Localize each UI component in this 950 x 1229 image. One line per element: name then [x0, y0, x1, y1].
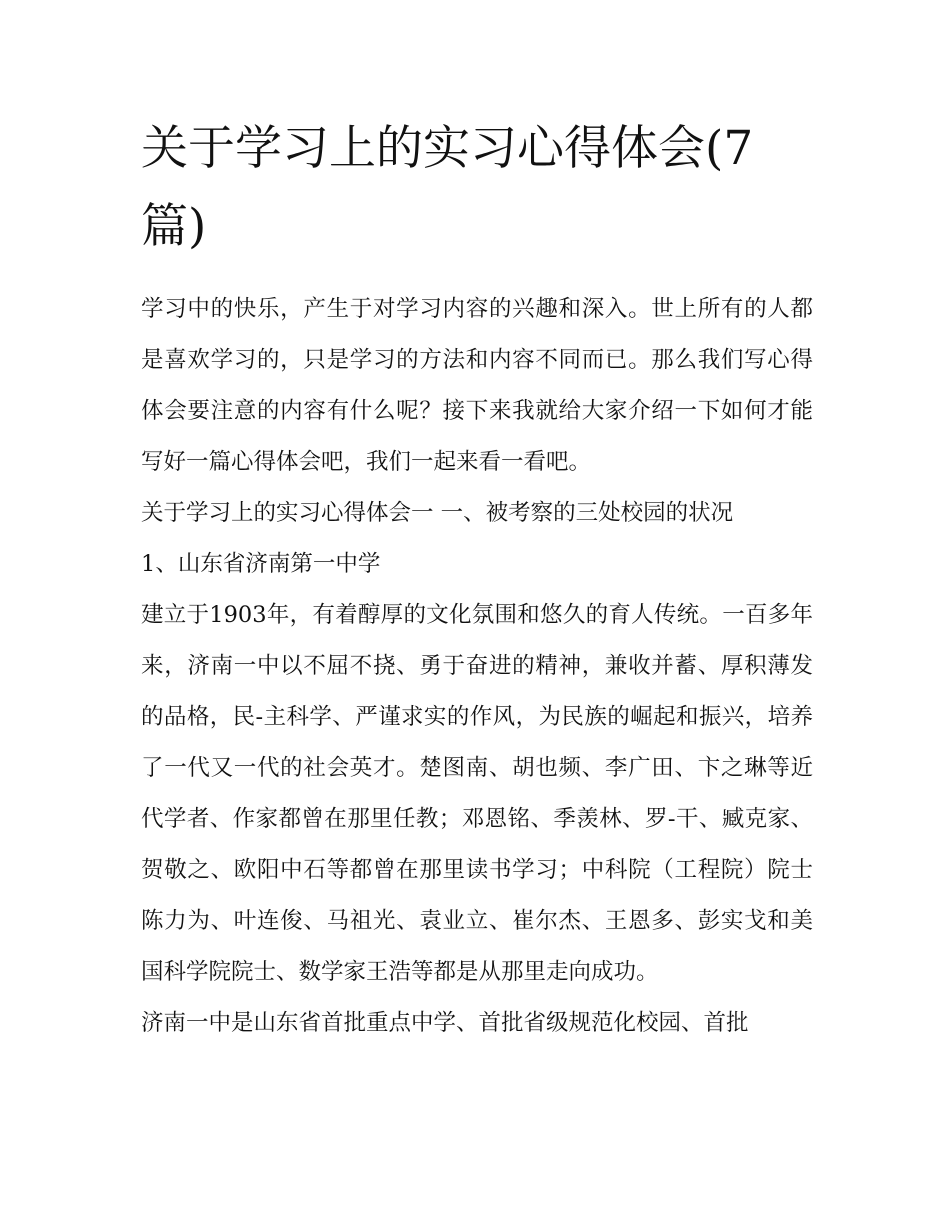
document-title: 关于学习上的实习心得体会(7篇) [141, 121, 754, 254]
body-paragraph: 济南一中是山东省首批重点中学、首批省级规范化校园、首批 [141, 1010, 749, 1036]
body-paragraph: 建立于1903年，有着醇厚的文化氛围和悠久的育人传统。一百多年来，济南一中以不屈不挠、勇于奋进的精神，兼收并蓄、厚积薄发的品格，民-主科学、严谨求实的作风，为民族的崛起和振兴，培养了一代又一代的社会英才。楚图南、胡也频、李广田、卞之琳等近代学者、作家都曾在那里任教；邓恩铭、季羡林、罗-干、臧克家、贺敬之、欧阳中石等都曾在那里读书学习；中科院（工程院）院士陈力为、叶连俊、马祖光、袁业立、崔尔杰、王恩多、彭实戈和美国科学院院士、数学家王浩等都是从那里走向成功。 [141, 602, 813, 985]
subheading: 1、山东省济南第一中学 [141, 551, 381, 577]
section-heading: 关于学习上的实习心得体会一 一、被考察的三处校园的状况 [141, 500, 734, 526]
intro-paragraph: 学习中的快乐，产生于对学习内容的兴趣和深入。世上所有的人都是喜欢学习的，只是学习的方法和内容不同而已。那么我们写心得体会要注意的内容有什么呢？接下来我就给大家介绍一下如何才能写好一篇心得体会吧，我们一起来看一看吧。 [141, 296, 813, 475]
document-body [141, 110, 813, 1049]
